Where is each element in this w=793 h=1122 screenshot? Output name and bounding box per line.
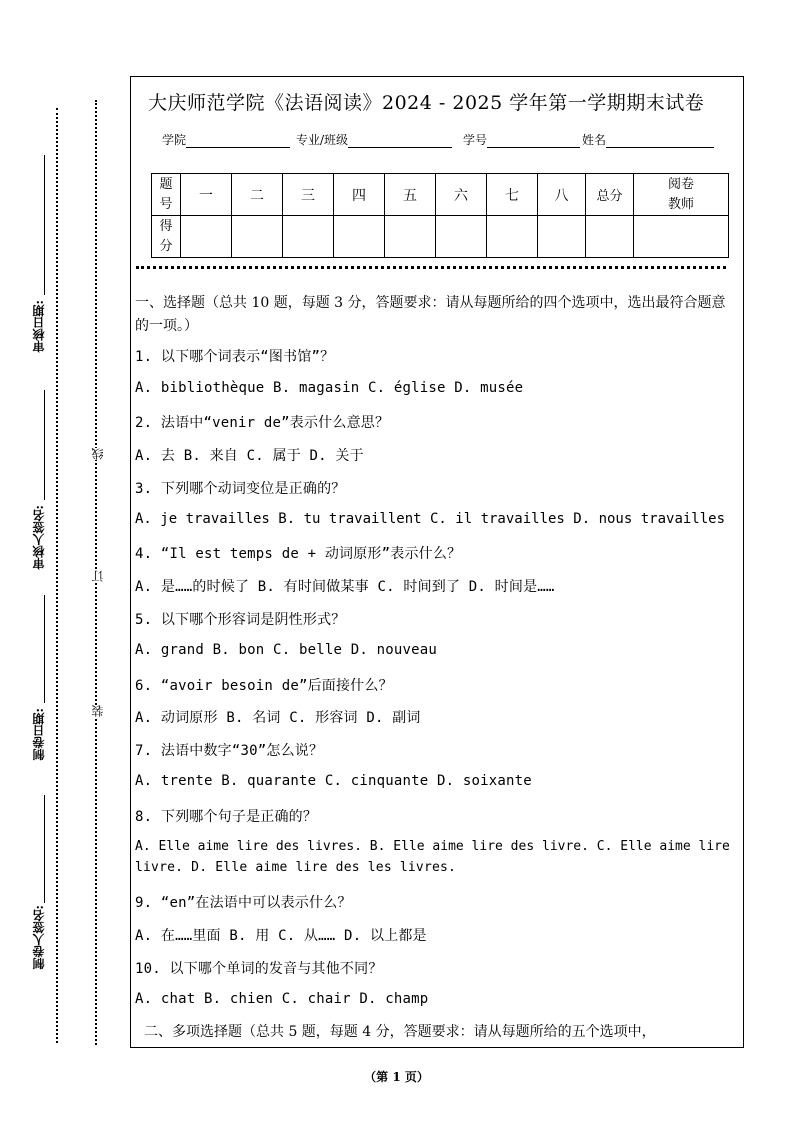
answer-options-10: A. chat B. chien C. chair D. champ (135, 991, 429, 1007)
score-col-6: 六 (436, 174, 487, 216)
score-cell[interactable] (436, 216, 487, 258)
question-4: 4. “Il est temps de + 动词原形”表示什么？ (135, 546, 462, 562)
answer-options-7: A. trente B. quarante C. cinquante D. soixante (135, 773, 532, 789)
score-cell[interactable] (181, 216, 232, 258)
section1-heading: 一、选择题（总共 10 题，每题 3 分，答题要求：请从每题所给的四个选项中，选出最符合题意的一项。） (135, 295, 726, 334)
major-blank[interactable] (348, 134, 452, 148)
question-1: 1. 以下哪个词表示“图书馆”？ (135, 349, 335, 365)
seal-char-bind: 订 (91, 570, 105, 582)
reviewer-date-line (44, 155, 45, 295)
answer-options-1: A. bibliothèque B. magasin C. église D. musée (135, 380, 524, 396)
maker-date-label: 制卷日期: (32, 708, 46, 761)
question-9: 9. “en”在法语中可以表示什么？ (135, 895, 352, 911)
score-cell[interactable] (283, 216, 334, 258)
score-cell-total[interactable] (586, 216, 634, 258)
name-blank[interactable] (606, 134, 714, 148)
student-id-blank[interactable] (487, 134, 580, 148)
score-table (151, 173, 729, 258)
separator-dotted-line (136, 266, 726, 269)
maker-sign-label: 制卷人签名: (32, 905, 46, 970)
score-col-3: 三 (283, 174, 334, 216)
reviewer-date-label: 审核日期: (32, 300, 46, 353)
reviewer-sign-line (44, 390, 45, 500)
score-col-total: 总分 (586, 174, 634, 216)
reviewer-sign-label: 审核人签名: (32, 505, 46, 570)
question-8: 8. 下列哪个句子是正确的？ (135, 809, 318, 825)
question-3: 3. 下列哪个动词变位是正确的？ (135, 481, 346, 497)
college-field (162, 131, 290, 148)
question-5: 5. 以下哪个形容词是阴性形式？ (135, 612, 346, 628)
college-label: 学院 (162, 133, 187, 147)
answer-options-8: A. Elle aime lire des livres. B. Elle aime lire des livre. C. Elle aime lire (135, 839, 730, 854)
student-id-field (463, 131, 580, 148)
score-col-4: 四 (334, 174, 385, 216)
question-2: 2. 法语中“venir de”表示什么意思？ (135, 415, 390, 431)
name-label: 姓名 (582, 133, 607, 147)
score-table-header-row (152, 174, 729, 216)
score-col-grader: 阅卷 教师 (634, 174, 729, 216)
answer-options-4: A. 是……的时候了 B. 有时间做某事 C. 时间到了 D. 时间是…… (135, 579, 555, 595)
score-table-score-row (152, 216, 729, 258)
answer-options-8-cont: livre. D. Elle aime lire des les livres. (135, 860, 457, 875)
score-cell[interactable] (334, 216, 385, 258)
score-col-1: 一 (181, 174, 232, 216)
section2-heading: 二、多项选择题（总共 5 题，每题 4 分，答题要求：请从每题所给的五个选项中， (144, 1024, 656, 1040)
question-6: 6. “avoir besoin de”后面接什么？ (135, 678, 393, 694)
score-cell[interactable] (538, 216, 586, 258)
score-cell[interactable] (487, 216, 538, 258)
major-label: 专业/班级 (296, 133, 349, 147)
score-row-label-number: 题 号 (152, 174, 181, 216)
score-cell[interactable] (385, 216, 436, 258)
score-col-7: 七 (487, 174, 538, 216)
answer-options-6: A. 动词原形 B. 名词 C. 形容词 D. 副词 (135, 710, 421, 726)
answer-options-3: A. je travailles B. tu travaillent C. il travailles D. nous travailles (135, 511, 726, 527)
question-7: 7. 法语中数字“30”怎么说？ (135, 743, 324, 759)
answer-options-9: A. 在……里面 B. 用 C. 从…… D. 以上都是 (135, 928, 427, 944)
score-row-label-score: 得 分 (152, 216, 181, 258)
exam-title: 大庆师范学院《法语阅读》2024 - 2025 学年第一学期期末试卷 (148, 92, 705, 114)
maker-date-line (44, 595, 45, 703)
score-col-5: 五 (385, 174, 436, 216)
score-cell-grader[interactable] (634, 216, 729, 258)
page-number: （第 1 页） (364, 1070, 429, 1084)
maker-sign-line (44, 795, 45, 903)
seal-char-mount: 装 (91, 705, 105, 717)
binding-dotted-line-left (56, 108, 58, 1043)
major-field (296, 131, 452, 148)
question-10: 10. 以下哪个单词的发音与其他不同？ (135, 961, 383, 977)
answer-options-2: A. 去 B. 来自 C. 属于 D. 关于 (135, 448, 364, 464)
score-cell[interactable] (232, 216, 283, 258)
name-field (582, 131, 714, 148)
seal-char-line: 线 (91, 448, 105, 460)
score-col-2: 二 (232, 174, 283, 216)
answer-options-5: A. grand B. bon C. belle D. nouveau (135, 642, 438, 658)
score-col-8: 八 (538, 174, 586, 216)
student-id-label: 学号 (463, 133, 488, 147)
college-blank[interactable] (186, 134, 290, 148)
